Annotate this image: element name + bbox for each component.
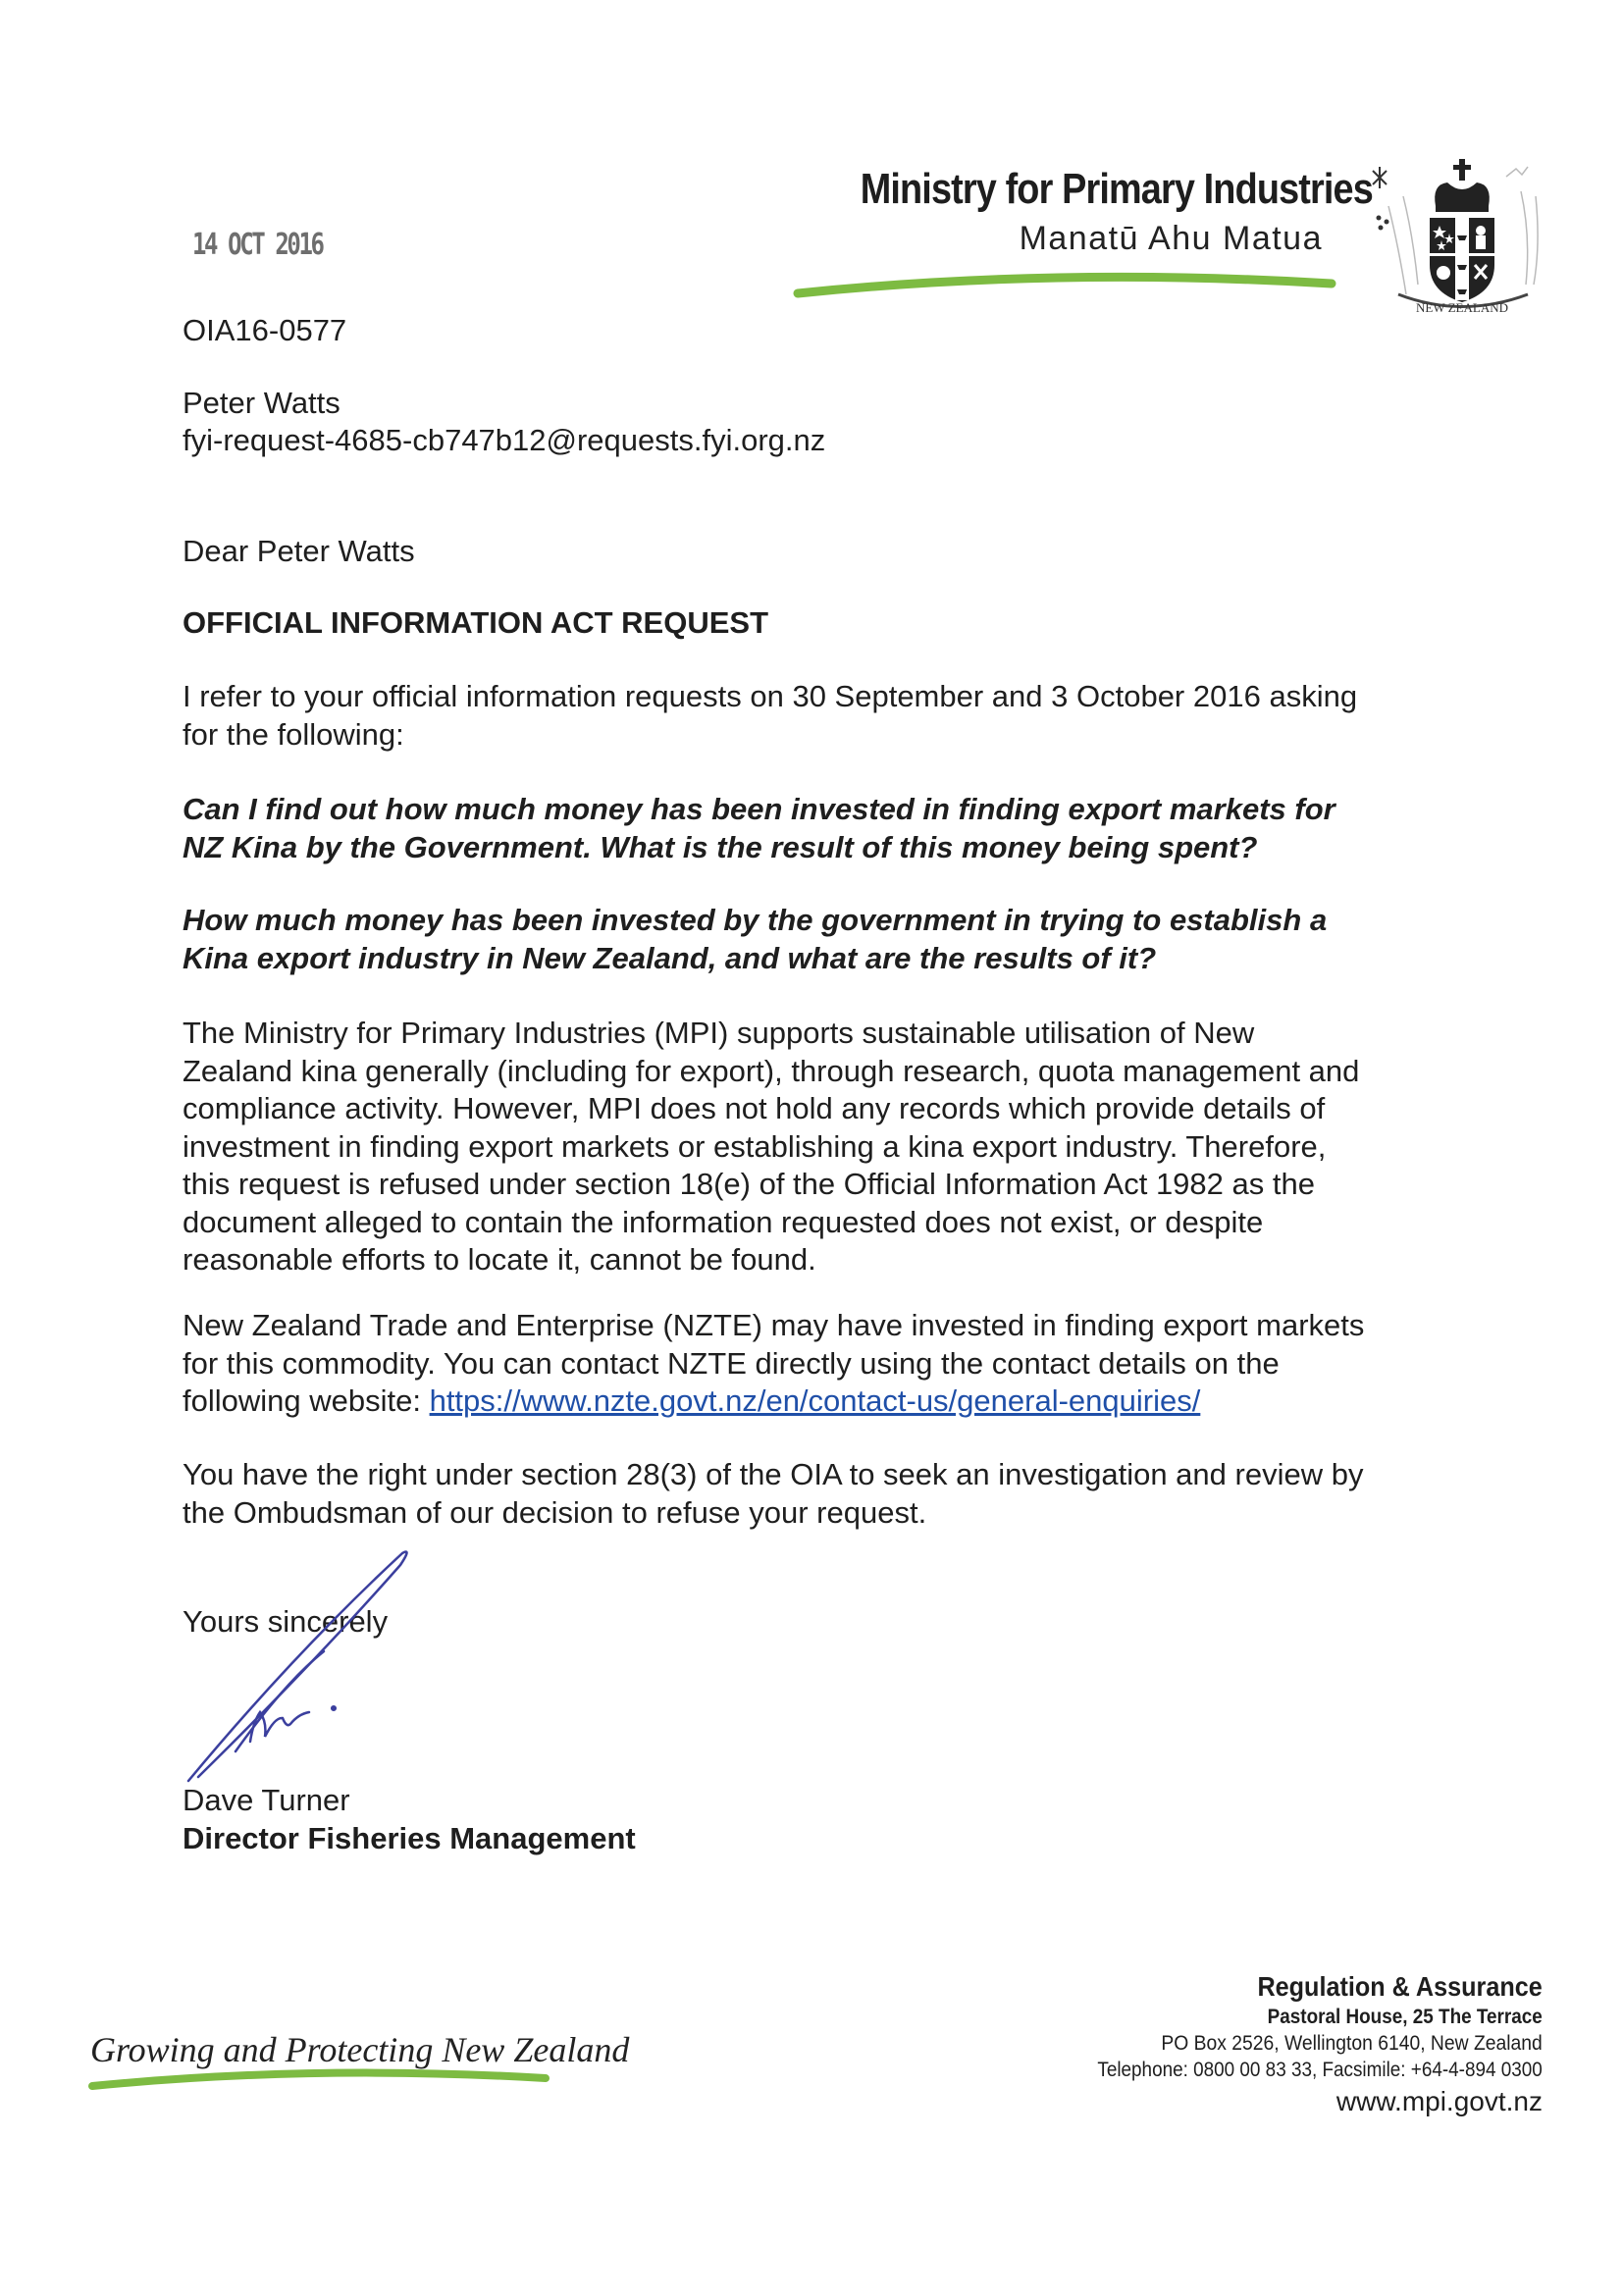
request-quote-1 [183, 791, 1458, 866]
text-line: How much money has been invested by the government in trying to establish a [183, 903, 1328, 937]
text-line-with-link [183, 1383, 1458, 1421]
org-name-maori: Manatū Ahu Matua [1019, 220, 1323, 257]
footer-po-box: PO Box 2526, Wellington 6140, New Zealand [1161, 2032, 1543, 2055]
footer-green-swoosh [86, 2064, 552, 2094]
text-line: compliance activity. However, MPI does not hold any records which provide details of [183, 1091, 1326, 1125]
footer-division: Regulation & Assurance [1257, 1971, 1543, 2002]
text-line: this request is refused under section 18(e) of the Official Information Act 1982 as the [183, 1167, 1315, 1201]
text-line: The Ministry for Primary Industries (MPI) supports sustainable utilisation of New [183, 1016, 1255, 1050]
text-line: reasonable efforts to locate it, cannot be found. [183, 1242, 816, 1277]
nz-coat-of-arms-icon [1359, 137, 1565, 324]
recipient-name: Peter Watts [183, 386, 340, 420]
signatory-title: Director Fisheries Management [183, 1821, 636, 1855]
review-rights-paragraph [183, 1456, 1458, 1532]
header-green-swoosh [790, 267, 1339, 306]
footer-website: www.mpi.govt.nz [1335, 2086, 1543, 2116]
text-line: NZ Kina by the Government. What is the result of this money being spent? [183, 829, 1258, 864]
subject-heading: OFFICIAL INFORMATION ACT REQUEST [183, 605, 769, 640]
footer-phone-fax: Telephone: 0800 00 83 33, Facsimile: +64-4-894 0300 [1097, 2059, 1543, 2081]
text-line: the Ombudsman of our decision to refuse your request. [183, 1494, 927, 1530]
response-paragraph [183, 1015, 1458, 1279]
crest-label: NEW ZEALAND [1416, 300, 1508, 315]
text-line: Kina export industry in New Zealand, and what are the results of it? [183, 940, 1157, 975]
salutation: Dear Peter Watts [183, 534, 415, 568]
text-line: New Zealand Trade and Enterprise (NZTE) may have invested in finding export markets [183, 1308, 1365, 1342]
signature-icon [177, 1545, 471, 1791]
text-line: I refer to your official information requests on 30 September and 3 October 2016 asking [183, 679, 1358, 713]
recipient-email: fyi-request-4685-cb747b12@requests.fyi.org.nz [183, 423, 826, 457]
tagline: Growing and Protecting New Zealand [90, 2030, 630, 2069]
text-line: investment in finding export markets or establishing a kina export industry. Therefore, [183, 1128, 1327, 1164]
nzte-paragraph [183, 1307, 1458, 1421]
link-prefix: following website: [183, 1383, 430, 1418]
text-line: Can I find out how much money has been invested in finding export markets for [183, 792, 1335, 826]
text-line: for this commodity. You can contact NZTE directly using the contact details on the [183, 1345, 1280, 1381]
request-quote-2 [183, 902, 1458, 977]
text-line: document alleged to contain the information requested does not exist, or despite [183, 1204, 1264, 1239]
closing: Yours sincerely [183, 1604, 389, 1639]
signatory-name: Dave Turner [183, 1783, 350, 1817]
intro-paragraph [183, 678, 1458, 754]
footer-address-block [1048, 1970, 1543, 2120]
footer-street-address: Pastoral House, 25 The Terrace [1267, 2006, 1543, 2028]
reference-number: OIA16-0577 [183, 313, 347, 347]
text-line: for the following: [183, 716, 404, 752]
text-line: Zealand kina generally (including for export), through research, quota management and [183, 1053, 1360, 1088]
date-stamp: 14 OCT 2016 [192, 228, 323, 262]
org-name: Ministry for Primary Industries [860, 165, 1373, 213]
nzte-enquiries-link[interactable]: https://www.nzte.govt.nz/en/contact-us/general-enquiries/ [429, 1383, 1201, 1418]
text-line: You have the right under section 28(3) of the OIA to seek an investigation and review by [183, 1457, 1364, 1491]
